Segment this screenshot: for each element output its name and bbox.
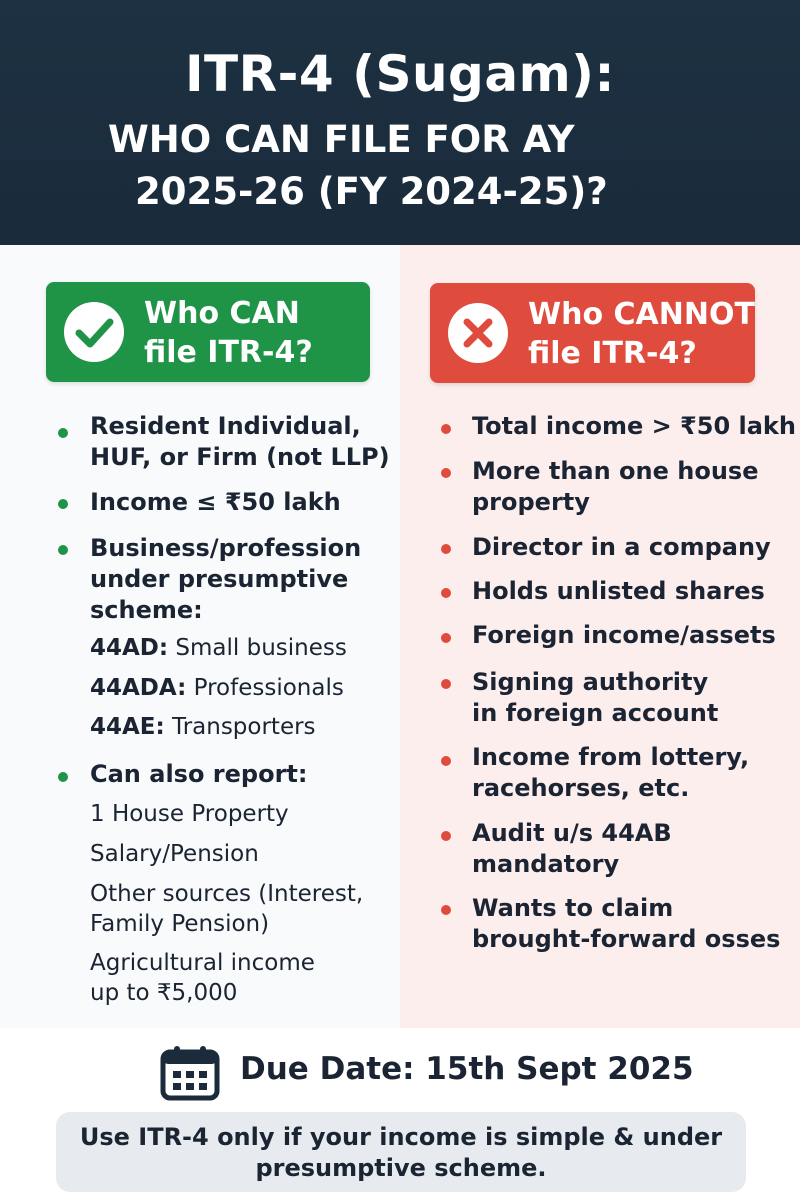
- cannot-item-9: Wants to claim brought-forward osses: [472, 894, 781, 953]
- page-title: ITR-4 (Sugam):: [184, 45, 616, 103]
- can-item-3: Business/profession under presumptive scheme:: [90, 534, 362, 624]
- bullet-dot: [58, 772, 68, 782]
- can-heading-box: [46, 282, 370, 382]
- cannot-item-4: Holds unlisted shares: [472, 577, 765, 605]
- note-box: [56, 1112, 746, 1192]
- bullet-dot: [58, 428, 68, 438]
- bullet-dot: [441, 831, 451, 841]
- check-icon: [64, 302, 124, 362]
- report-house-property: 1 House Property: [90, 801, 289, 827]
- cannot-item-2: More than one house property: [472, 457, 759, 516]
- cannot-item-3: Director in a company: [472, 533, 771, 561]
- cannot-item-5: Foreign income/assets: [472, 621, 776, 649]
- bullet-dot: [441, 633, 451, 643]
- bullet-dot: [441, 544, 451, 554]
- bullet-dot: [441, 905, 451, 915]
- section-44ad: 44AD: Small business: [90, 635, 347, 661]
- can-item-4: Can also report:: [90, 760, 308, 788]
- note-line2: presumptive scheme.: [255, 1154, 547, 1182]
- can-heading-line2: file ITR-4?: [144, 335, 313, 370]
- can-heading-line1: Who CAN: [144, 296, 300, 331]
- section-44ada: 44ADA: Professionals: [90, 675, 344, 701]
- bullet-dot: [58, 499, 68, 509]
- page-subtitle-line2: 2025-26 (FY 2024-25)?: [135, 170, 608, 213]
- bullet-dot: [58, 545, 68, 555]
- cannot-item-7: Income from lottery, racehorses, etc.: [472, 743, 750, 802]
- cannot-item-6: Signing authority in foreign account: [472, 668, 719, 727]
- due-date-text: Due Date: 15th Sept 2025: [240, 1051, 694, 1087]
- cross-icon: [448, 303, 508, 363]
- cannot-heading-line2: file ITR-4?: [528, 336, 697, 371]
- cannot-item-1: Total income > ₹50 lakh: [472, 412, 796, 440]
- report-other-sources: Other sources (Interest, Family Pension): [90, 881, 364, 937]
- note-line1: Use ITR-4 only if your income is simple & under: [79, 1123, 723, 1151]
- bullet-dot: [441, 588, 451, 598]
- cannot-heading-box: [430, 283, 755, 383]
- report-agricultural: Agricultural income up to ₹5,000: [90, 950, 315, 1006]
- header-banner: [0, 0, 800, 245]
- calendar-icon: [160, 1045, 220, 1101]
- report-salary: Salary/Pension: [90, 841, 259, 867]
- bullet-dot: [441, 679, 451, 689]
- cannot-heading-line1: Who CANNOT: [528, 297, 755, 332]
- page-subtitle-line1: WHO CAN FILE FOR AY: [108, 118, 575, 161]
- can-item-1: Resident Individual, HUF, or Firm (not LLP): [90, 412, 390, 471]
- bullet-dot: [441, 468, 451, 478]
- section-44ae: 44AE: Transporters: [90, 714, 316, 740]
- bullet-dot: [441, 424, 451, 434]
- bullet-dot: [441, 756, 451, 766]
- can-item-2: Income ≤ ₹50 lakh: [90, 488, 341, 516]
- cannot-item-8: Audit u/s 44AB mandatory: [472, 819, 672, 878]
